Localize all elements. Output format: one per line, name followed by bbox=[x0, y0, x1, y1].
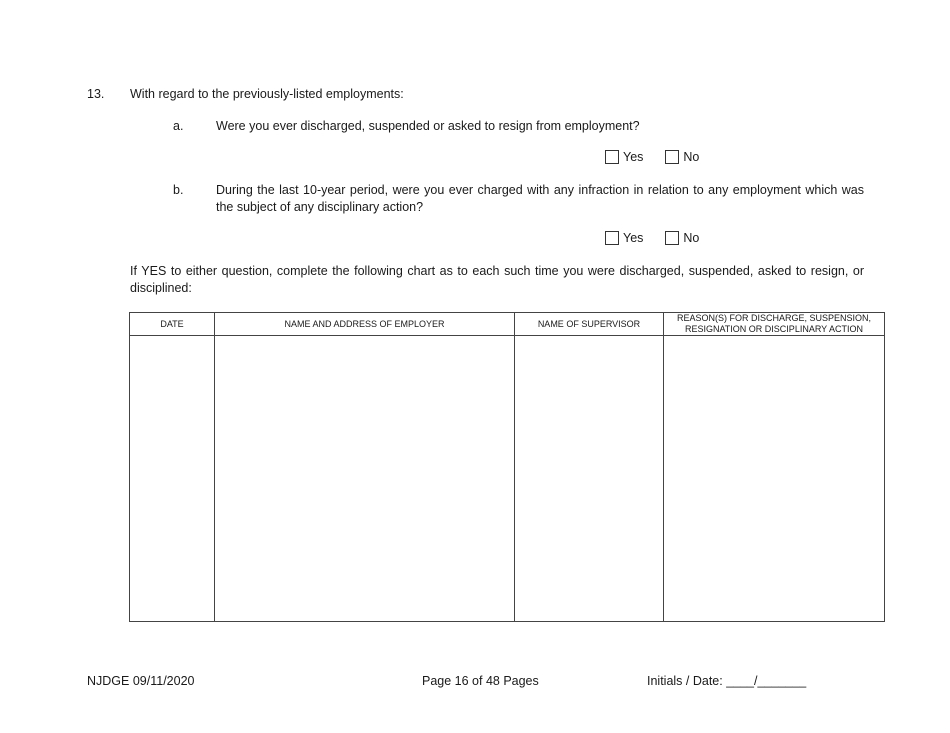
question-a-letter: a. bbox=[173, 119, 184, 133]
initials-date: Initials / Date: ____/_______ bbox=[647, 674, 807, 688]
header-reasons: REASON(S) FOR DISCHARGE, SUSPENSION, RESIGNATION OR DISCIPLINARY ACTION bbox=[664, 313, 885, 336]
question-b-letter: b. bbox=[173, 183, 184, 197]
question-intro: With regard to the previously-listed employments: bbox=[130, 87, 404, 101]
question-a-answer bbox=[605, 150, 721, 164]
header-date: DATE bbox=[130, 313, 215, 336]
question-b-yes-option[interactable] bbox=[605, 231, 643, 245]
question-a-text: Were you ever discharged, suspended or asked to resign from employment? bbox=[216, 119, 640, 133]
question-a-yes-label: Yes bbox=[623, 150, 644, 164]
question-number: 13. bbox=[87, 87, 105, 101]
question-b-no-checkbox[interactable] bbox=[665, 231, 679, 245]
question-a-no-checkbox[interactable] bbox=[665, 150, 679, 164]
chart-header-row bbox=[130, 313, 885, 336]
question-b-yes-label: Yes bbox=[623, 231, 644, 245]
question-b-no-option[interactable] bbox=[665, 231, 699, 245]
form-id: NJDGE 09/11/2020 bbox=[87, 674, 195, 688]
cell-supervisor[interactable] bbox=[515, 336, 664, 622]
question-b-text: During the last 10-year period, were you ever charged with any infraction in relation to any employment which was the subject of any disciplinary action? bbox=[216, 183, 864, 214]
cell-date[interactable] bbox=[130, 336, 215, 622]
chart-entry-row bbox=[130, 336, 885, 622]
header-employer: NAME AND ADDRESS OF EMPLOYER bbox=[215, 313, 515, 336]
question-a-no-option[interactable] bbox=[665, 150, 699, 164]
question-b-yes-checkbox[interactable] bbox=[605, 231, 619, 245]
cell-employer[interactable] bbox=[215, 336, 515, 622]
question-a-yes-checkbox[interactable] bbox=[605, 150, 619, 164]
if-yes-instructions: If YES to either question, complete the following chart as to each such time you were discharged, suspended, asked to resign, or disciplined: bbox=[130, 264, 864, 295]
question-a-no-label: No bbox=[683, 150, 700, 164]
question-b-answer bbox=[605, 231, 721, 245]
cell-reasons[interactable] bbox=[664, 336, 885, 622]
page-number: Page 16 of 48 Pages bbox=[422, 674, 539, 688]
discipline-chart bbox=[129, 312, 885, 622]
question-a-yes-option[interactable] bbox=[605, 150, 643, 164]
question-b-no-label: No bbox=[683, 231, 700, 245]
header-supervisor: NAME OF SUPERVISOR bbox=[515, 313, 664, 336]
